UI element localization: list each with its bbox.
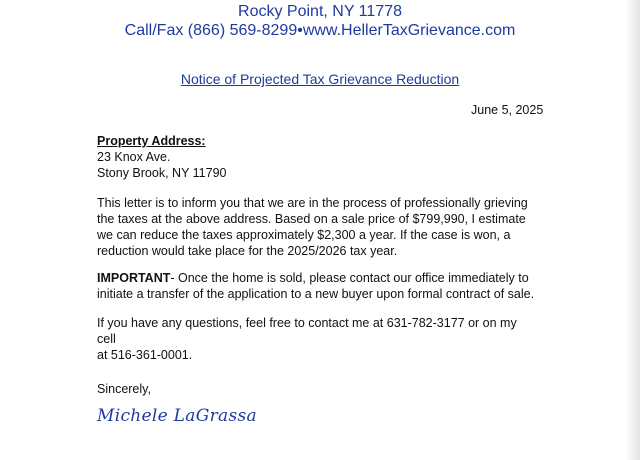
letter-date: June 5, 2025 — [471, 103, 544, 117]
letterhead-contact: Call/Fax (866) 569-8299•www.HellerTaxGrievance.com — [124, 22, 516, 39]
paragraph-line: initiate a transfer of the application to a new buyer upon formal contract of sale. — [97, 287, 535, 301]
paragraph-line: we can reduce the taxes approximately $2,300 a year. If the case is won, a — [97, 228, 511, 242]
property-address-heading: Property Address: — [97, 134, 206, 148]
paragraph-line — [97, 270, 537, 286]
property-street: 23 Knox Ave. — [97, 150, 171, 164]
page-edge-shadow — [626, 0, 640, 460]
paragraph-important — [97, 270, 537, 302]
paragraph-intro — [97, 195, 537, 259]
paragraph-line: reduction would take place for the 2025/2026 tax year. — [97, 244, 398, 258]
paragraph-line: at 516-361-0001. — [97, 348, 193, 362]
property-address-block — [97, 133, 226, 181]
important-text: - Once the home is sold, please contact our office immediately to — [170, 271, 529, 285]
important-label: IMPORTANT — [97, 271, 171, 285]
property-city: Stony Brook, NY 11790 — [97, 166, 227, 180]
notice-title: Notice of Projected Tax Grievance Reduction — [180, 71, 460, 87]
paragraph-contact — [97, 315, 537, 363]
paragraph-line: the taxes at the above address. Based on a sale price of $799,990, I estimate — [97, 212, 526, 226]
signature: Michele LaGrassa — [97, 406, 257, 426]
paragraph-line: If you have any questions, feel free to contact me at 631-782-3177 or on my cell — [97, 316, 517, 346]
letterhead-address: Rocky Point, NY 11778 — [238, 3, 402, 20]
paragraph-line: This letter is to inform you that we are in the process of professionally grieving — [97, 196, 528, 210]
closing: Sincerely, — [97, 382, 151, 396]
